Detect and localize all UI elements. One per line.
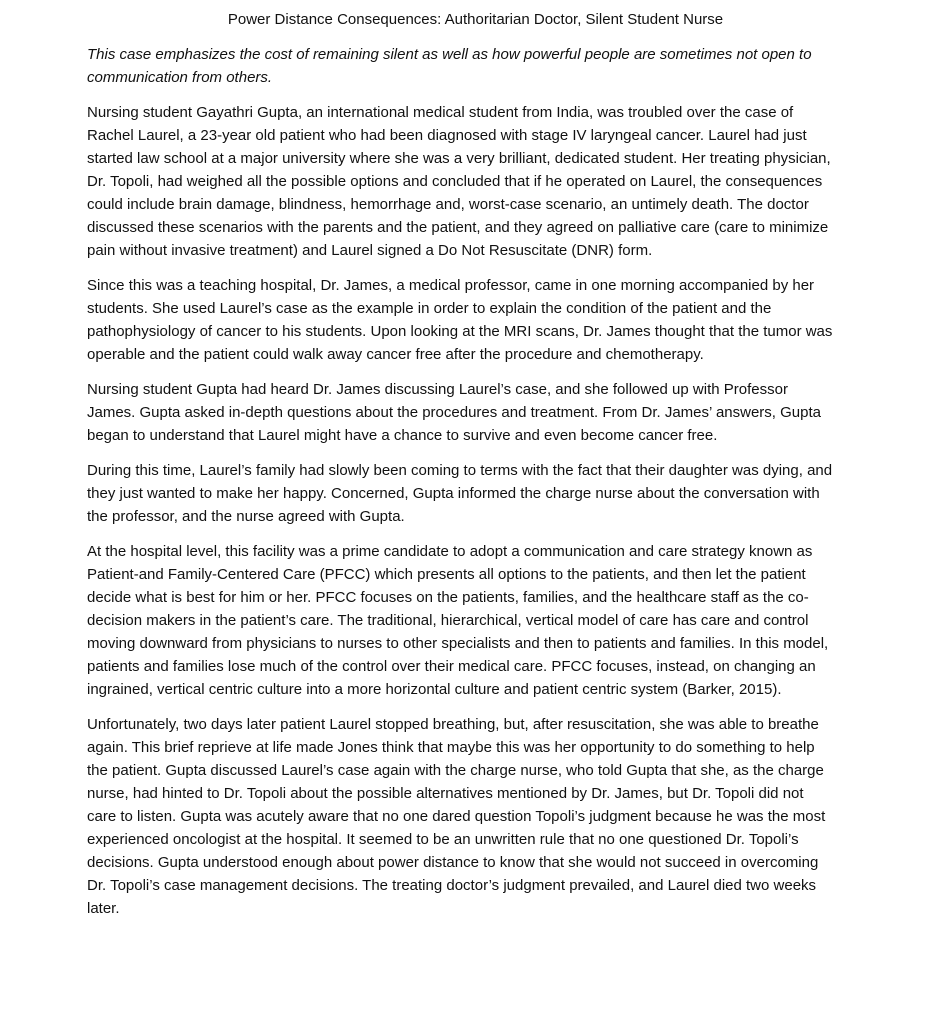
- document-title: Power Distance Consequences: Authoritarian Doctor, Silent Student Nurse: [227, 11, 724, 28]
- paragraph-pfcc: At the hospital level, this facility was a prime candidate to adopt a communication and care strategy known as Patient-and Family-Centered Care (PFCC) which presents all options to the patients, and then let the patient decide what is best for him or her. PFCC focuses on the patients, families, and the healthcare staff as the co-decision makers in the patient’s care. The traditional, hierarchical, vertical model of care has care and control moving downward from physicians to nurses to other specialists and then to patients and families. In this model, patients and families lose much of the control over their medical care. PFCC focuses, instead, on changing an ingrained, vertical centric culture into a more horizontal culture and patient centric system (Barker, 2015).: [87, 543, 829, 698]
- paragraph-family-coping: During this time, Laurel’s family had slowly been coming to terms with the fact that their daughter was dying, and they just wanted to make her happy. Concerned, Gupta informed the charge nurse about the conversation with the professor, and the nurse agreed with Gupta.: [87, 462, 833, 525]
- intro-paragraph: This case emphasizes the cost of remaining silent as well as how powerful people are sometimes not open to communication from others.: [87, 46, 812, 86]
- paragraph-outcome: Unfortunately, two days later patient Laurel stopped breathing, but, after resuscitation, she was able to breathe again. This brief reprieve at life made Jones think that maybe this was her opportunity to do something to help the patient. Gupta discussed Laurel’s case again with the charge nurse, who told Gupta that she, as the charge nurse, had hinted to Dr. Topoli about the possible alternatives mentioned by Dr. James, but Dr. Topoli did not care to listen. Gupta was acutely aware that no one dared question Topoli’s judgment because he was the most experienced oncologist at the hospital. It seemed to be an unwritten rule that no one questioned Dr. Topoli’s decisions. Gupta understood enough about power distance to know that she would not succeed in overcoming Dr. Topoli’s case management decisions. The treating doctor’s judgment prevailed, and Laurel died two weeks later.: [87, 716, 826, 917]
- paragraph-gupta-follow-up: Nursing student Gupta had heard Dr. James discussing Laurel’s case, and she followed up with Professor James. Gupta asked in-depth questions about the procedures and treatment. From Dr. James’ answers, Gupta began to understand that Laurel might have a chance to survive and even become cancer free.: [87, 381, 821, 444]
- paragraph-case-background: Nursing student Gayathri Gupta, an international medical student from India, was troubled over the case of Rachel Laurel, a 23-year old patient who had been diagnosed with stage IV laryngeal cancer. Laurel had just started law school at a major university where she was a very brilliant, dedicated student. Her treating physician, Dr. Topoli, had weighed all the possible options and concluded that if he operated on Laurel, the consequences could include brain damage, blindness, hemorrhage and, worst-case scenario, an untimely death. The doctor discussed these scenarios with the parents and the patient, and they agreed on palliative care (care to minimize pain without invasive treatment) and Laurel signed a Do Not Resuscitate (DNR) form.: [87, 104, 831, 259]
- paragraph-teaching-hospital: Since this was a teaching hospital, Dr. James, a medical professor, came in one morning accompanied by her students. She used Laurel’s case as the example in order to explain the condition of the patient and the pathophysiology of cancer to his students. Upon looking at the MRI scans, Dr. James thought that the tumor was operable and the patient could walk away cancer free after the procedure and chemotherapy.: [87, 277, 833, 363]
